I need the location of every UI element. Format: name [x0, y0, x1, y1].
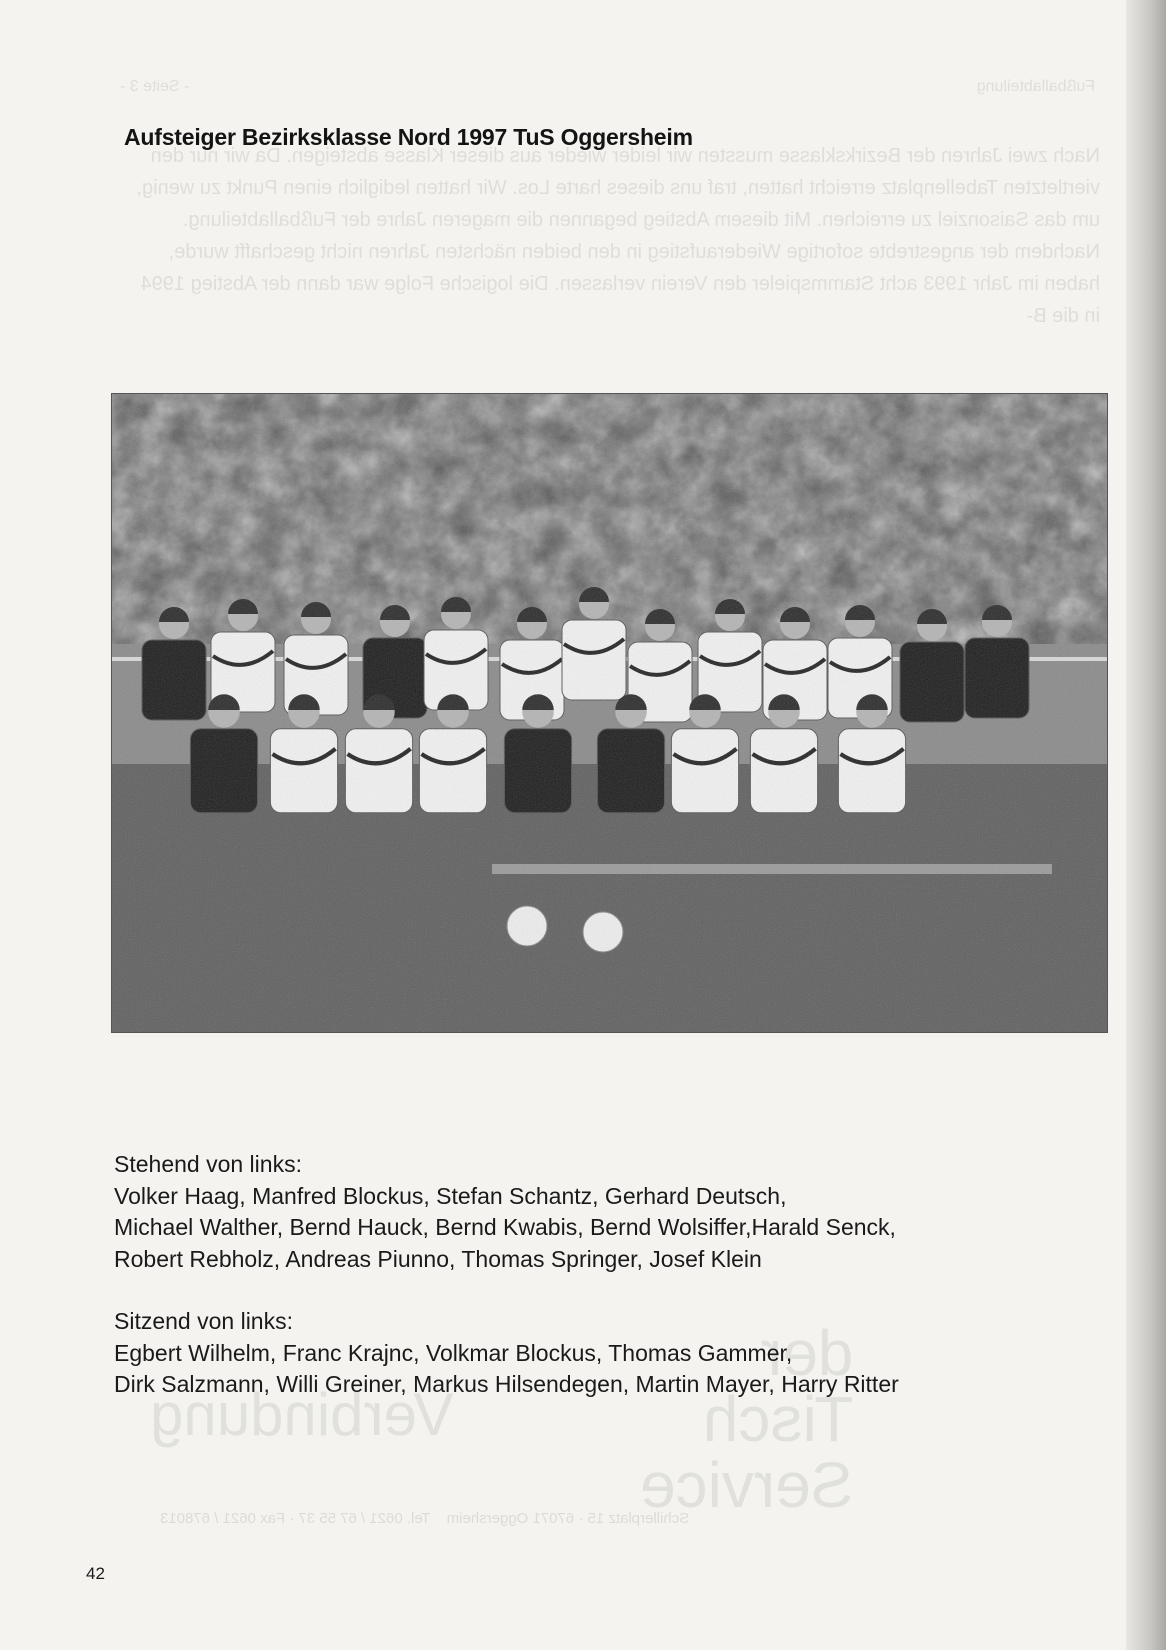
sitting-line-1: Egbert Wilhelm, Franc Krajnc, Volkmar Blockus, Thomas Gammer,: [114, 1339, 793, 1366]
standing-line-1: Volker Haag, Manfred Blockus, Stefan Schantz, Gerhard Deutsch,: [114, 1182, 787, 1209]
bleed-through-header: Fußballabteilung - Seite 3 -: [120, 78, 1095, 95]
bleed-through-ad-2: der Tisch Service: [640, 1317, 854, 1521]
standing-line-2: Michael Walther, Bernd Hauck, Bernd Kwabis, Bernd Wolsiffer,Harald Senck,: [114, 1214, 896, 1240]
sitting-line-2: Dirk Salzmann, Willi Greiner, Markus Hilsendegen, Martin Mayer, Harry Ritter: [114, 1371, 899, 1397]
caption-standing: [114, 1149, 896, 1275]
sitting-heading: Sitzend von links:: [114, 1308, 293, 1334]
team-photo: [111, 393, 1108, 1033]
standing-line-3: Robert Rebholz, Andreas Piunno, Thomas Springer, Josef Klein: [114, 1245, 762, 1272]
bleed-through-address: Schillerplatz 15 · 67071 Oggersheim Tel. 0621 / 67 55 37 · Fax 0621 / 678013: [160, 1510, 690, 1527]
bleed-through-ad: Verbindung: [150, 1381, 454, 1448]
page-title: Aufsteiger Bezirksklasse Nord 1997 TuS Oggersheim: [124, 124, 693, 150]
book-spine-shadow: [1126, 0, 1166, 1650]
photo-grain: [112, 394, 1107, 1032]
bleed-through-text: Nach zwei Jahren der Bezirksklasse mussten wir leider wieder aus dieser Klasse absteigen. Da wir nur den viertletzten Tabellenplatz erreicht hatten, traf uns dieses harte Los. Wir hatten lediglich einen Punkt zu wenig, um das Saisonziel zu erreichen. Mit diesem Abstieg begannen die mageren Jahre der Fußballabteilung. Nachdem der angestrebte sofortige Wiederaufstieg in den beiden nächsten Jahren nicht geschafft wurde, haben im Jahr 1993 acht Stammspieler den Verein verlassen. Die logische Folge war dann der Abstieg 1994 in die B-: [136, 145, 1100, 327]
caption-sitting: [114, 1306, 899, 1401]
standing-heading: Stehend von links:: [114, 1151, 302, 1177]
page-number: 42: [86, 1564, 105, 1583]
